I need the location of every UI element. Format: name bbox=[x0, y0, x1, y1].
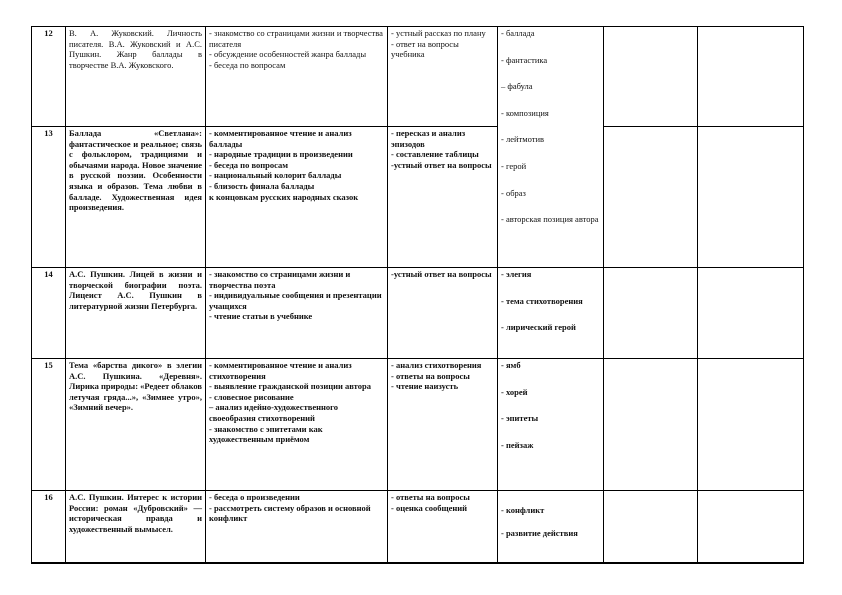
lesson-terms: - баллада - фантастика – фабула - композиция - лейтмотив - герой - образ - авторская позиция автора bbox=[498, 27, 604, 268]
lesson-topic: Тема «барства дикого» в элегии А.С. Пушкина. «Деревня». Лирика природы: «Редеет облаков летучая гряда...», «Зимнее утро», «Зимний вечер». bbox=[66, 359, 206, 491]
empty-cell bbox=[698, 491, 804, 563]
lesson-control: - устный рассказ по плану - ответ на вопросы учебника bbox=[388, 27, 498, 127]
lesson-number: 16 bbox=[32, 491, 66, 563]
lesson-number: 15 bbox=[32, 359, 66, 491]
lesson-control: - пересказ и анализ эпизодов - составление таблицы -устный ответ на вопросы bbox=[388, 127, 498, 268]
lesson-activities: - комментированное чтение и анализ стихотворения - выявление гражданской позиции автора - словесное рисование – анализ идейно-художественного своеобразия стихотворений - знакомство с эпитетами как художественным приёмом bbox=[206, 359, 388, 491]
lesson-activities: - беседа о произведении - рассмотреть систему образов и основной конфликт bbox=[206, 491, 388, 563]
lesson-topic: А.С. Пушкин. Лицей в жизни и творческой биографии поэта. Лицеист А.С. Пушкин в литературной жизни Петербурга. bbox=[66, 268, 206, 359]
empty-cell bbox=[698, 27, 804, 127]
empty-cell bbox=[698, 268, 804, 359]
lesson-topic: Баллада «Светлана»: фантастическое и реальное; связь с фольклором, традициями и обычаями народа. Новое значение в русской поэзии. Особенности языка и образов. Тема любви в балладе. Художественная идея произведения. bbox=[66, 127, 206, 268]
lesson-control: -устный ответ на вопросы bbox=[388, 268, 498, 359]
lesson-topic: В. А. Жуковский. Личность писателя. В.А. Жуковский и А.С. Пушкин. Жанр баллады в творчестве В.А. Жуковского. bbox=[66, 27, 206, 127]
empty-cell bbox=[604, 491, 698, 563]
empty-cell bbox=[698, 127, 804, 268]
lesson-activities: - знакомство со страницами жизни и творчества поэта - индивидуальные сообщения и презентации учащихся - чтение статьи в учебнике bbox=[206, 268, 388, 359]
lesson-topic: А.С. Пушкин. Интерес к истории России: роман «Дубровский» — историческая правда и художественный вымысел. bbox=[66, 491, 206, 563]
lesson-activities: - комментированное чтение и анализ баллады - народные традиции в произведении - беседа по вопросам - национальный колорит баллады - близость финала баллады к концовкам русских народных сказок bbox=[206, 127, 388, 268]
empty-cell bbox=[604, 127, 698, 268]
lesson-plan-table bbox=[31, 26, 804, 564]
lesson-terms: - ямб - хорей - эпитеты - пейзаж bbox=[498, 359, 604, 491]
lesson-number: 13 bbox=[32, 127, 66, 268]
lesson-control: - ответы на вопросы - оценка сообщений bbox=[388, 491, 498, 563]
empty-cell bbox=[698, 359, 804, 491]
table-row bbox=[32, 268, 804, 359]
empty-cell bbox=[604, 27, 698, 127]
lesson-terms: - элегия - тема стихотворения - лирический герой bbox=[498, 268, 604, 359]
empty-cell bbox=[604, 268, 698, 359]
table-row bbox=[32, 127, 804, 268]
table-row bbox=[32, 359, 804, 491]
empty-cell bbox=[604, 359, 698, 491]
lesson-terms: - конфликт - развитие действия bbox=[498, 491, 604, 563]
table-row bbox=[32, 491, 804, 563]
lesson-number: 12 bbox=[32, 27, 66, 127]
lesson-activities: - знакомство со страницами жизни и творчества писателя - обсуждение особенностей жанра баллады - беседа по вопросам bbox=[206, 27, 388, 127]
lesson-control: - анализ стихотворения - ответы на вопросы - чтение наизусть bbox=[388, 359, 498, 491]
lesson-number: 14 bbox=[32, 268, 66, 359]
table-row bbox=[32, 27, 804, 127]
